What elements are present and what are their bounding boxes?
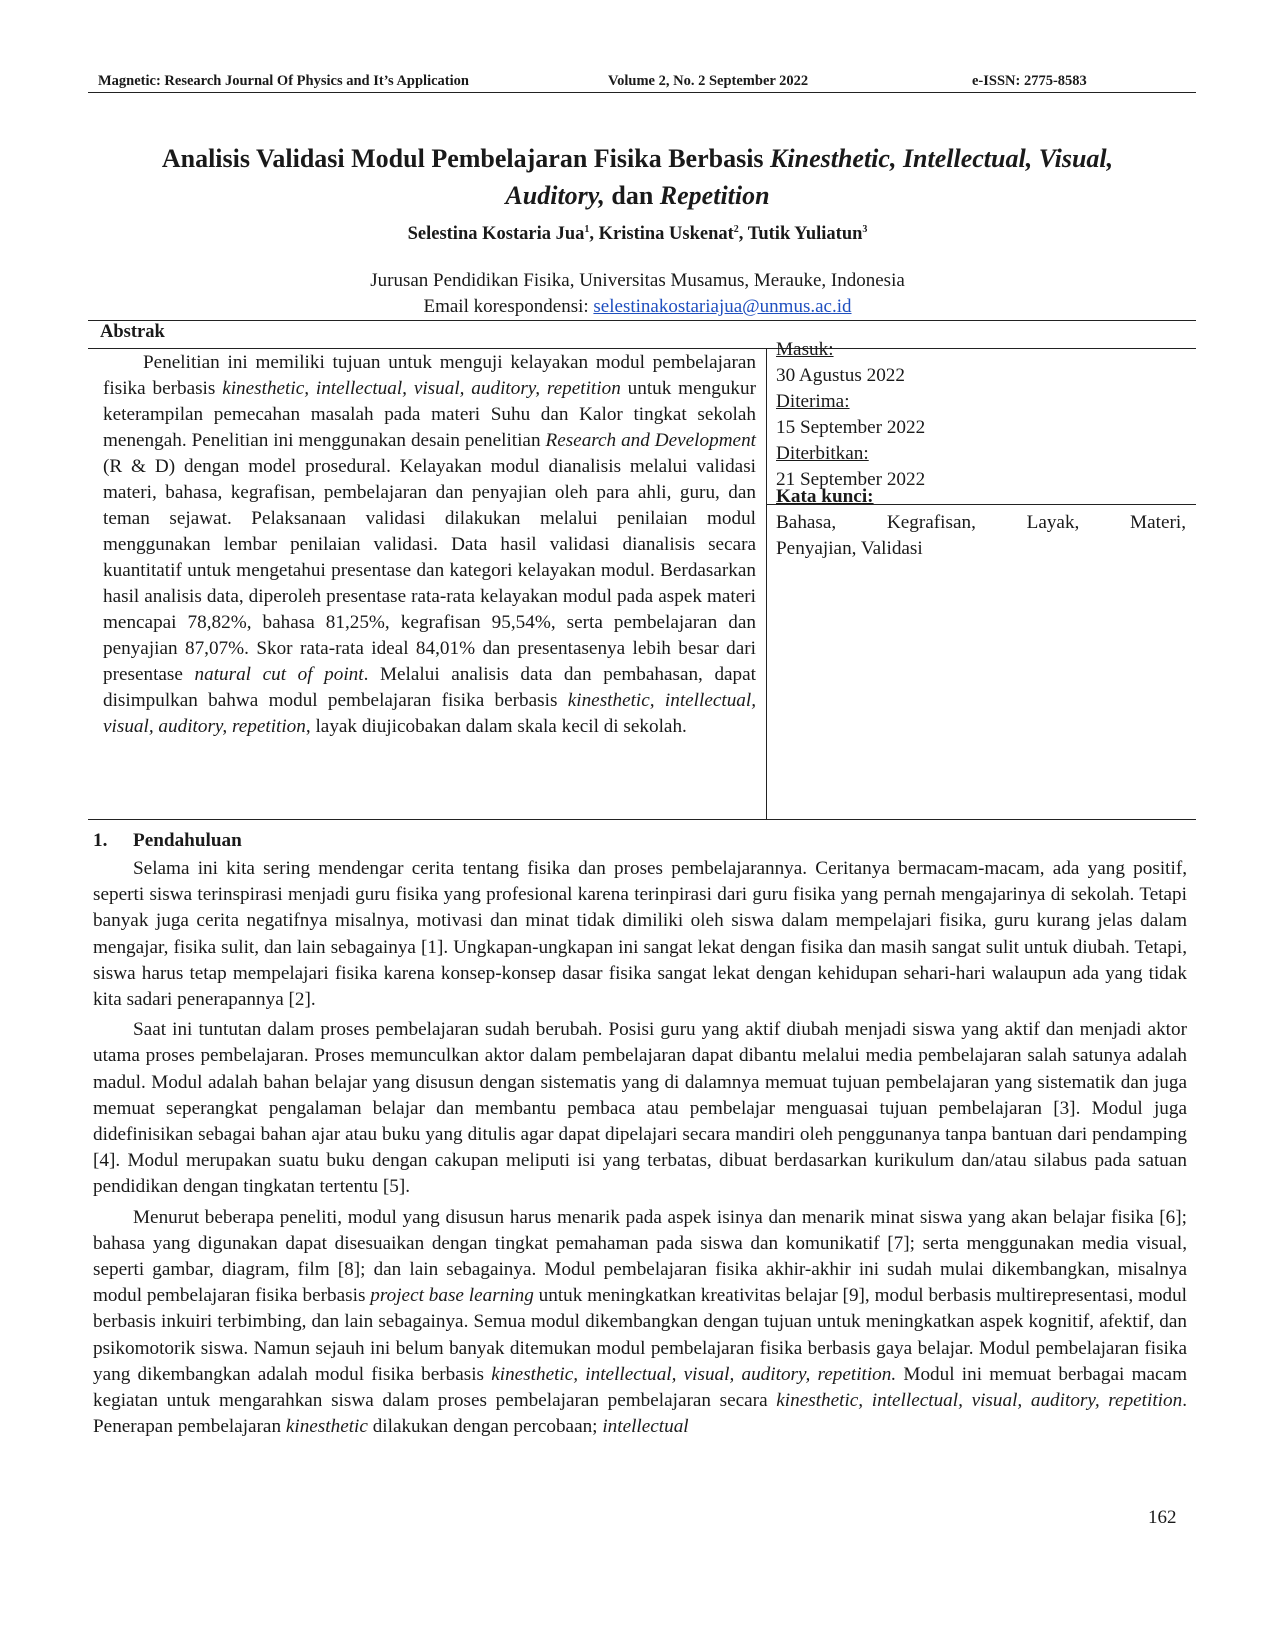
keywords-label: Kata kunci: (776, 486, 874, 507)
abstract-bottom-rule (88, 819, 1196, 820)
accepted-date: 15 September 2022 (776, 417, 926, 438)
abstract-heading: Abstrak (100, 322, 165, 342)
author-name: Tutik Yuliatun (747, 224, 863, 244)
abstract-top-rule (88, 320, 1196, 321)
received-date: 30 Agustus 2022 (776, 365, 905, 386)
published-date: 21 September 2022 (776, 469, 926, 490)
received-label: Masuk: (776, 339, 834, 360)
running-header (88, 70, 1196, 93)
page-number: 162 (1148, 1507, 1177, 1528)
volume-info: Volume 2, No. 2 September 2022 (608, 73, 809, 89)
published-label: Diterbitkan: (776, 443, 869, 464)
journal-name: Magnetic: Research Journal Of Physics and It’s Application (98, 73, 469, 89)
abstract-column-divider (766, 348, 767, 819)
section-body (93, 856, 1187, 1444)
author-name: Kristina Uskenat (598, 224, 734, 244)
paragraph: Saat ini tuntutan dalam proses pembelajaran sudah berubah. Posisi guru yang aktif diubah menjadi siswa yang aktif dan menjadi aktor utama proses pembelajaran. Proses memunculkan aktor dalam pembelajaran dapat dibantu melalui media pembelajaran salah satunya adalah madul. Modul adalah bahan belajar yang disusun dengan sistematis yang di dalamnya memuat tujuan pembelajaran yang sistematik dan juga memuat seperangkat pengalaman belajar dan membantu pembaca atau pembelajar menguasai tujuan pembelajaran [3]. Modul juga didefinisikan sebagai bahan ajar atau buku yang ditulis agar dapat dipelajari secara mandiri oleh penggunanya tanpa bantuan dari pendamping [4]. Modul merupakan suatu buku dengan cakupan meliputi isi yang terbatas, dibuat berdasarkan kurikulum dan/atau silabus pada satuan pendidikan dengan tingkatan tertentu [5]. (93, 1019, 1187, 1198)
keywords: Kata kunci: Bahasa, Kegrafisan, Layak, Materi, Penyajian, Validasi (776, 486, 1186, 559)
issn: e-ISSN: 2775-8583 (972, 73, 1087, 89)
section-heading: 1. Pendahuluan (93, 830, 242, 851)
paragraph: Menurut beberapa peneliti, modul yang disusun harus menarik pada aspek isinya dan menarik minat siswa yang akan belajar fisika [6]; bahasa yang digunakan dapat disesuaikan dengan tingkat pemahaman pada siswa dan komunikatif [7]; serta menggunakan media visual, seperti gambar, diagram, film [8]; dan lain sebagainya. Modul pembelajaran fisika akhir-akhir ini sudah mulai dikembangkan, misalnya modul pembelajaran fisika berbasis project base learning untuk meningkatkan kreativitas belajar [9], modul berbasis multirepresentasi, modul berbasis inkuiri terbimbing, dan lain sebagainya. Semua modul dikembangkan dengan tujuan untuk meningkatkan aspek kognitif, afektif, dan psikomotorik siswa. Namun sejauh ini belum banyak ditemukan modul pembelajaran fisika berbasis gaya belajar. Modul pembelajaran fisika yang dikembangkan adalah modul fisika berbasis kinesthetic, intellectual, visual, auditory, repetition. Modul ini memuat berbagai macam kegiatan untuk mengarahkan siswa dalam proses pembelajaran pembelajaran secara kinesthetic, intellectual, visual, auditory, repetition. Penerapan pembelajaran kinesthetic dilakukan dengan percobaan; intellectual (93, 1206, 1188, 1438)
affiliation: Jurusan Pendidikan Fisika, Universitas Musamus, Merauke, Indonesia Email korespondensi: selestinakostariajua@unmus.ac.id (370, 270, 905, 317)
author-name: Selestina Kostaria Jua (407, 224, 585, 244)
article-dates (776, 337, 1186, 493)
accepted-label: Diterima: (776, 391, 850, 412)
email-link[interactable]: selestinakostariajua@unmus.ac.id (593, 296, 852, 317)
abstract-body: Penelitian ini memiliki tujuan untuk menguji kelayakan modul pembelajaran fisika berbasis kinesthetic, intellectual, visual, auditory, repetition untuk mengukur keterampilan pemecahan masalah pada materi Suhu dan Kalor tingkat sekolah menengah. Penelitian ini menggunakan desain penelitian Research and Development (R & D) dengan model prosedural. Kelayakan modul dianalisis melalui validasi materi, bahasa, kegrafisan, pembelajaran dan penyajian oleh para ahli, guru, dan teman sejawat. Pelaksanaan validasi dilakukan melalui penilaian modul menggunakan lembar penilaian validasi. Data hasil validasi dianalisis secara kuantitatif untuk mengetahui presentase dan kategori kelayakan modul. Berdasarkan hasil analisis data, diperoleh presentase rata-rata kelayakan modul pada aspek materi mencapai 78,82%, bahasa 81,25%, kegrafisan 95,54%, serta pembelajaran dan penyajian 87,07%. Skor rata-rata ideal 84,01% dan presentasenya lebih besar dari presentase natural cut of point. Melalui analisis data dan pembahasan, dapat disimpulkan bahwa modul pembelajaran fisika berbasis kinesthetic, intellectual, visual, auditory, repetition, layak diujicobakan dalam skala kecil di sekolah. (103, 352, 757, 737)
paragraph: Selama ini kita sering mendengar cerita tentang fisika dan proses pembelajarannya. Ceritanya bermacam-macam, ada yang positif, seperti siswa terinspirasi menjadi guru fisika yang profesional karena terinpirasi dari guru fisika yang pernah mengajarinya di sekolah. Tetapi banyak juga cerita negatifnya misalnya, motivasi dan minat tidak dimiliki oleh siswa dalam mempelajari fisika, guru kurang jelas dalam mengajar, fisika sulit, dan lain sebagainya [1]. Ungkapan-ungkapan ini sangat lekat dengan fisika dan masih sangat sulit untuk diubah. Tetapi, siswa harus tetap mempelajari fisika karena konsep-konsep dasar fisika sangat lekat dengan kehidupan sehari-hari walaupun ada yang tidak kita sadari penerapannya [2]. (93, 858, 1187, 1011)
author-list: Selestina Kostaria Jua$^1$, Kristina Uskenat$^2$, Tutik Yuliatun$^3$ (407, 223, 868, 244)
paper-title: Analisis Validasi Modul Pembelajaran Fisika Berbasis Kinesthetic, Intellectual, Visual, Auditory, dan Repetition (161, 144, 1114, 210)
